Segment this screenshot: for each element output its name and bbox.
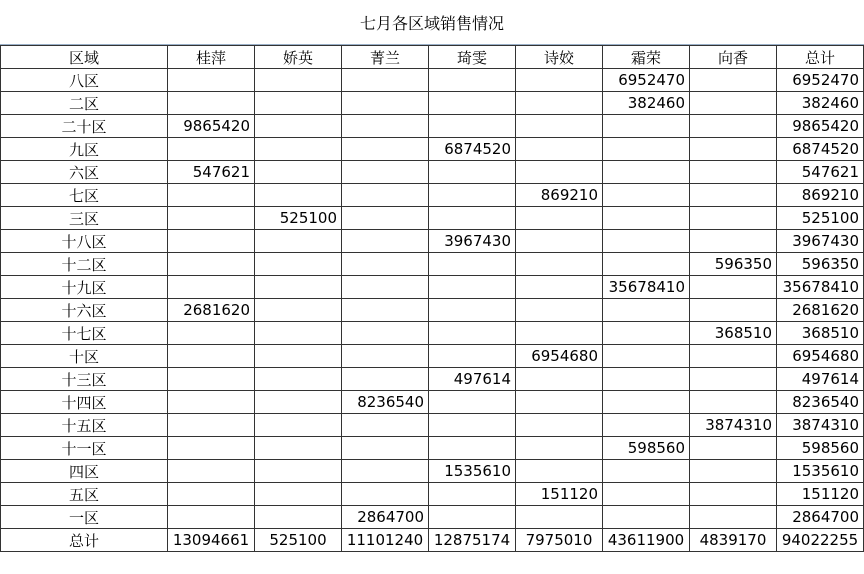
region-cell[interactable]: 一区	[1, 506, 168, 529]
value-cell[interactable]	[255, 253, 342, 276]
value-cell[interactable]	[342, 230, 429, 253]
value-cell[interactable]	[429, 253, 516, 276]
value-cell[interactable]	[342, 276, 429, 299]
region-cell[interactable]: 十五区	[1, 414, 168, 437]
total-cell[interactable]: 547621	[777, 161, 864, 184]
value-cell[interactable]: 4839170	[690, 529, 777, 552]
value-cell[interactable]	[516, 437, 603, 460]
value-cell[interactable]: 869210	[516, 184, 603, 207]
value-cell[interactable]	[255, 322, 342, 345]
header-cell[interactable]: 区域	[1, 46, 168, 69]
value-cell[interactable]	[168, 506, 255, 529]
table-row	[1, 506, 864, 529]
value-cell[interactable]: 6874520	[429, 138, 516, 161]
value-cell[interactable]	[516, 276, 603, 299]
value-cell[interactable]	[603, 230, 690, 253]
value-cell[interactable]	[429, 184, 516, 207]
region-cell[interactable]: 五区	[1, 483, 168, 506]
value-cell[interactable]	[690, 69, 777, 92]
value-cell[interactable]	[255, 414, 342, 437]
table-title: 七月各区域销售情况	[0, 0, 864, 45]
value-cell[interactable]: 368510	[690, 322, 777, 345]
value-cell[interactable]	[168, 322, 255, 345]
value-cell[interactable]: 382460	[603, 92, 690, 115]
value-cell[interactable]	[603, 161, 690, 184]
value-cell[interactable]: 13094661	[168, 529, 255, 552]
value-cell[interactable]	[516, 506, 603, 529]
table-row	[1, 115, 864, 138]
value-cell[interactable]	[516, 207, 603, 230]
table-row	[1, 483, 864, 506]
value-cell[interactable]	[168, 437, 255, 460]
value-cell[interactable]	[516, 391, 603, 414]
value-cell[interactable]	[429, 437, 516, 460]
value-cell[interactable]: 6952470	[603, 69, 690, 92]
region-cell[interactable]: 三区	[1, 207, 168, 230]
value-cell[interactable]	[516, 322, 603, 345]
value-cell[interactable]	[255, 483, 342, 506]
table-row	[1, 276, 864, 299]
total-cell[interactable]: 2681620	[777, 299, 864, 322]
total-cell[interactable]: 368510	[777, 322, 864, 345]
value-cell[interactable]: 6954680	[516, 345, 603, 368]
value-cell[interactable]: 598560	[603, 437, 690, 460]
value-cell[interactable]	[255, 276, 342, 299]
header-cell[interactable]: 向香	[690, 46, 777, 69]
value-cell[interactable]	[255, 437, 342, 460]
header-cell[interactable]: 霜荣	[603, 46, 690, 69]
value-cell[interactable]	[168, 92, 255, 115]
table-row	[1, 138, 864, 161]
value-cell[interactable]	[342, 345, 429, 368]
region-cell[interactable]: 十七区	[1, 322, 168, 345]
total-cell[interactable]: 1535610	[777, 460, 864, 483]
value-cell[interactable]	[255, 161, 342, 184]
total-cell[interactable]: 3874310	[777, 414, 864, 437]
value-cell[interactable]	[342, 322, 429, 345]
value-cell[interactable]	[168, 460, 255, 483]
value-cell[interactable]	[690, 161, 777, 184]
total-cell[interactable]: 6954680	[777, 345, 864, 368]
value-cell[interactable]	[429, 276, 516, 299]
value-cell[interactable]	[603, 345, 690, 368]
value-cell[interactable]	[342, 115, 429, 138]
value-cell[interactable]	[603, 299, 690, 322]
value-cell[interactable]: 596350	[690, 253, 777, 276]
total-cell[interactable]: 8236540	[777, 391, 864, 414]
region-cell[interactable]: 总计	[1, 529, 168, 552]
value-cell[interactable]	[516, 230, 603, 253]
value-cell[interactable]	[603, 207, 690, 230]
total-cell[interactable]: 6952470	[777, 69, 864, 92]
value-cell[interactable]	[342, 253, 429, 276]
value-cell[interactable]	[690, 437, 777, 460]
value-cell[interactable]	[168, 276, 255, 299]
value-cell[interactable]	[690, 368, 777, 391]
value-cell[interactable]	[168, 230, 255, 253]
total-cell[interactable]: 525100	[777, 207, 864, 230]
value-cell[interactable]	[429, 299, 516, 322]
value-cell[interactable]	[168, 69, 255, 92]
value-cell[interactable]	[255, 138, 342, 161]
table-row	[1, 299, 864, 322]
value-cell[interactable]: 12875174	[429, 529, 516, 552]
value-cell[interactable]	[690, 230, 777, 253]
sales-table	[0, 45, 864, 552]
value-cell[interactable]	[168, 483, 255, 506]
total-cell[interactable]: 3967430	[777, 230, 864, 253]
header-cell[interactable]: 菁兰	[342, 46, 429, 69]
total-cell[interactable]: 382460	[777, 92, 864, 115]
value-cell[interactable]	[690, 299, 777, 322]
value-cell[interactable]: 497614	[429, 368, 516, 391]
total-cell[interactable]: 497614	[777, 368, 864, 391]
value-cell[interactable]	[516, 460, 603, 483]
header-cell[interactable]: 桂萍	[168, 46, 255, 69]
header-cell[interactable]: 诗姣	[516, 46, 603, 69]
region-cell[interactable]: 二十区	[1, 115, 168, 138]
value-cell[interactable]	[690, 460, 777, 483]
value-cell[interactable]	[255, 115, 342, 138]
value-cell[interactable]	[603, 138, 690, 161]
value-cell[interactable]	[429, 161, 516, 184]
value-cell[interactable]	[429, 69, 516, 92]
table-row	[1, 368, 864, 391]
value-cell[interactable]	[690, 92, 777, 115]
value-cell[interactable]	[429, 506, 516, 529]
value-cell[interactable]: 3967430	[429, 230, 516, 253]
table-row	[1, 414, 864, 437]
value-cell[interactable]	[342, 161, 429, 184]
value-cell[interactable]	[690, 391, 777, 414]
region-cell[interactable]: 十一区	[1, 437, 168, 460]
value-cell[interactable]: 1535610	[429, 460, 516, 483]
value-cell[interactable]: 525100	[255, 207, 342, 230]
value-cell[interactable]	[255, 506, 342, 529]
value-cell[interactable]	[690, 138, 777, 161]
value-cell[interactable]: 43611900	[603, 529, 690, 552]
value-cell[interactable]	[255, 345, 342, 368]
region-cell[interactable]: 九区	[1, 138, 168, 161]
value-cell[interactable]	[603, 460, 690, 483]
value-cell[interactable]	[168, 414, 255, 437]
value-cell[interactable]: 151120	[516, 483, 603, 506]
table-row	[1, 161, 864, 184]
value-cell[interactable]	[342, 299, 429, 322]
table-row	[1, 322, 864, 345]
value-cell[interactable]	[516, 253, 603, 276]
value-cell[interactable]	[342, 460, 429, 483]
table-row	[1, 69, 864, 92]
region-cell[interactable]: 七区	[1, 184, 168, 207]
total-cell[interactable]: 35678410	[777, 276, 864, 299]
total-cell[interactable]: 6874520	[777, 138, 864, 161]
table-row	[1, 460, 864, 483]
value-cell[interactable]	[603, 391, 690, 414]
value-cell[interactable]: 9865420	[168, 115, 255, 138]
table-row	[1, 391, 864, 414]
value-cell[interactable]: 2681620	[168, 299, 255, 322]
table-row	[1, 253, 864, 276]
value-cell[interactable]	[429, 92, 516, 115]
region-cell[interactable]: 四区	[1, 460, 168, 483]
header-cell[interactable]: 娇英	[255, 46, 342, 69]
value-cell[interactable]	[516, 161, 603, 184]
table-row	[1, 184, 864, 207]
header-cell[interactable]: 总计	[777, 46, 864, 69]
value-cell[interactable]	[255, 230, 342, 253]
value-cell[interactable]	[603, 322, 690, 345]
value-cell[interactable]	[516, 299, 603, 322]
value-cell[interactable]	[690, 115, 777, 138]
value-cell[interactable]	[342, 437, 429, 460]
value-cell[interactable]	[255, 184, 342, 207]
total-cell[interactable]: 9865420	[777, 115, 864, 138]
value-cell[interactable]: 547621	[168, 161, 255, 184]
value-cell[interactable]	[342, 207, 429, 230]
region-cell[interactable]: 八区	[1, 69, 168, 92]
total-cell[interactable]: 94022255	[777, 529, 864, 552]
value-cell[interactable]	[342, 414, 429, 437]
value-cell[interactable]	[429, 391, 516, 414]
value-cell[interactable]	[516, 368, 603, 391]
value-cell[interactable]	[168, 368, 255, 391]
region-cell[interactable]: 十八区	[1, 230, 168, 253]
value-cell[interactable]	[255, 299, 342, 322]
value-cell[interactable]: 3874310	[690, 414, 777, 437]
value-cell[interactable]	[168, 253, 255, 276]
value-cell[interactable]	[342, 483, 429, 506]
region-cell[interactable]: 六区	[1, 161, 168, 184]
region-cell[interactable]: 二区	[1, 92, 168, 115]
value-cell[interactable]	[429, 115, 516, 138]
table-row	[1, 207, 864, 230]
value-cell[interactable]	[603, 253, 690, 276]
value-cell[interactable]	[255, 69, 342, 92]
value-cell[interactable]	[168, 138, 255, 161]
value-cell[interactable]	[342, 92, 429, 115]
value-cell[interactable]	[516, 138, 603, 161]
value-cell[interactable]	[690, 483, 777, 506]
value-cell[interactable]	[690, 207, 777, 230]
region-cell[interactable]: 十区	[1, 345, 168, 368]
region-cell[interactable]: 十三区	[1, 368, 168, 391]
value-cell[interactable]	[255, 368, 342, 391]
total-cell[interactable]: 598560	[777, 437, 864, 460]
region-cell[interactable]: 十六区	[1, 299, 168, 322]
value-cell[interactable]	[690, 184, 777, 207]
value-cell[interactable]: 11101240	[342, 529, 429, 552]
value-cell[interactable]: 2864700	[342, 506, 429, 529]
region-cell[interactable]: 十四区	[1, 391, 168, 414]
value-cell[interactable]	[255, 460, 342, 483]
value-cell[interactable]	[168, 391, 255, 414]
value-cell[interactable]	[516, 69, 603, 92]
value-cell[interactable]	[603, 368, 690, 391]
value-cell[interactable]	[429, 483, 516, 506]
value-cell[interactable]	[690, 276, 777, 299]
value-cell[interactable]: 35678410	[603, 276, 690, 299]
table-row	[1, 230, 864, 253]
value-cell[interactable]: 7975010	[516, 529, 603, 552]
total-cell[interactable]: 151120	[777, 483, 864, 506]
table-row	[1, 437, 864, 460]
value-cell[interactable]	[429, 207, 516, 230]
value-cell[interactable]	[342, 368, 429, 391]
region-cell[interactable]: 十二区	[1, 253, 168, 276]
value-cell[interactable]	[429, 345, 516, 368]
value-cell[interactable]	[603, 115, 690, 138]
value-cell[interactable]	[516, 92, 603, 115]
value-cell[interactable]	[168, 207, 255, 230]
value-cell[interactable]	[342, 69, 429, 92]
value-cell[interactable]	[255, 92, 342, 115]
value-cell[interactable]	[168, 345, 255, 368]
value-cell[interactable]	[342, 184, 429, 207]
total-cell[interactable]: 596350	[777, 253, 864, 276]
header-row	[1, 46, 864, 69]
value-cell[interactable]	[429, 322, 516, 345]
value-cell[interactable]	[255, 391, 342, 414]
value-cell[interactable]	[603, 483, 690, 506]
value-cell[interactable]	[690, 345, 777, 368]
table-row	[1, 345, 864, 368]
value-cell[interactable]: 8236540	[342, 391, 429, 414]
value-cell[interactable]	[516, 414, 603, 437]
value-cell[interactable]	[690, 506, 777, 529]
value-cell[interactable]	[603, 184, 690, 207]
header-cell[interactable]: 琦雯	[429, 46, 516, 69]
value-cell[interactable]	[429, 414, 516, 437]
region-cell[interactable]: 十九区	[1, 276, 168, 299]
value-cell[interactable]	[603, 506, 690, 529]
value-cell[interactable]	[342, 138, 429, 161]
total-cell[interactable]: 869210	[777, 184, 864, 207]
value-cell[interactable]: 525100	[255, 529, 342, 552]
value-cell[interactable]	[168, 184, 255, 207]
total-row	[1, 529, 864, 552]
total-cell[interactable]: 2864700	[777, 506, 864, 529]
value-cell[interactable]	[516, 115, 603, 138]
table-row	[1, 92, 864, 115]
value-cell[interactable]	[603, 414, 690, 437]
